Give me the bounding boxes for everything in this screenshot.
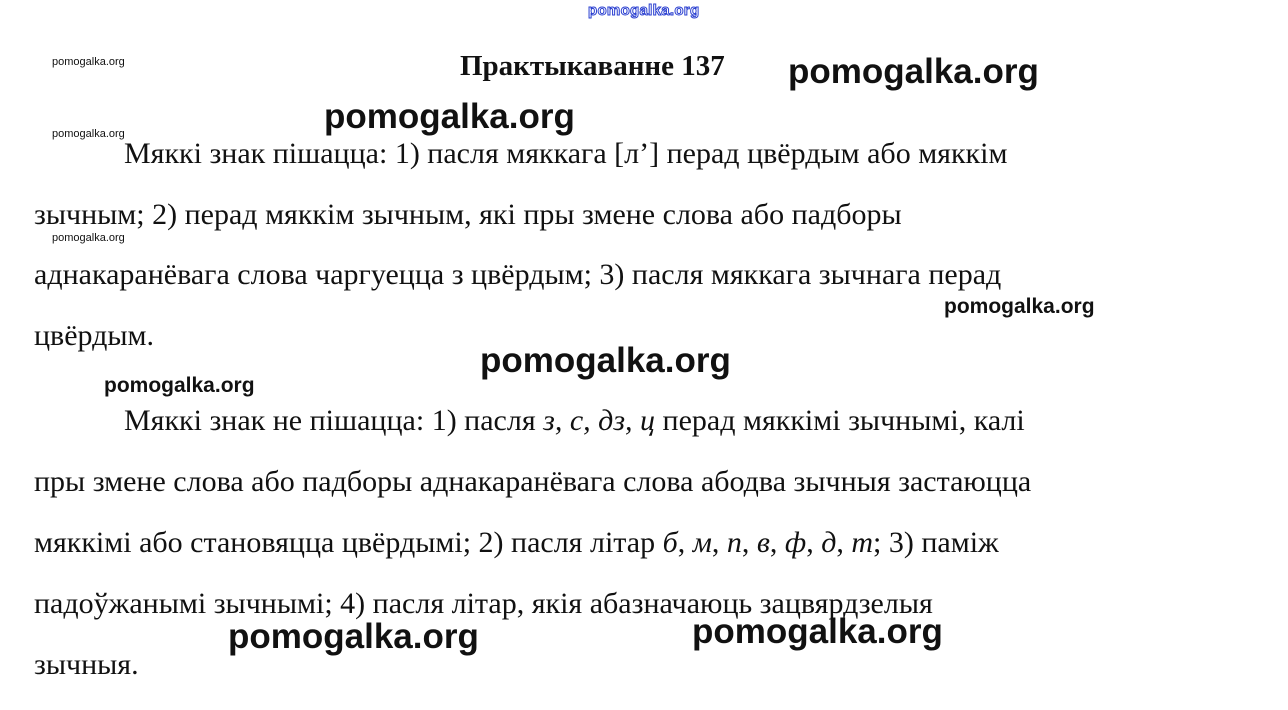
paragraph2-line5: зычныя. xyxy=(34,648,139,681)
watermark-medium-2: pomogalka.org xyxy=(104,374,255,397)
p2-line3-sep: , xyxy=(769,526,785,559)
paragraph2-line1 xyxy=(124,404,1025,438)
p2-line1-italic: з, с, дз, ц xyxy=(543,404,656,437)
watermark-small-2: pomogalka.org xyxy=(52,128,125,140)
watermark-large-3: pomogalka.org xyxy=(480,341,731,380)
watermark-large-1: pomogalka.org xyxy=(788,52,1039,91)
paragraph2-line4: падоўжанымі зычнымі; 4) пасля літар, якія абазначаюць зацвярдзелыя xyxy=(34,587,933,620)
watermark-medium-1: pomogalka.org xyxy=(944,295,1095,318)
p2-line1-after: перад мяккімі зычнымі, калі xyxy=(655,404,1025,437)
watermark-small-3: pomogalka.org xyxy=(52,232,125,244)
p2-line3-sep: , xyxy=(836,526,852,559)
paragraph2-line2: пры змене слова або падборы аднакаранёвага слова абодва зычныя застаюцца xyxy=(34,465,1032,498)
paragraph2-line3 xyxy=(34,526,999,560)
p2-line3-sep: , xyxy=(677,526,693,559)
page-title: Практыкаванне 137 xyxy=(460,50,725,82)
p2-line3-letter-p: п xyxy=(726,526,742,559)
p2-line3-letter-f: ф xyxy=(784,526,807,559)
p2-line3-sep: , xyxy=(741,526,757,559)
p2-line3-letter-v: в xyxy=(756,526,770,559)
p2-line3-after: ; 3) паміж xyxy=(873,526,999,559)
watermark-large-5: pomogalka.org xyxy=(228,617,479,656)
p2-line1-before: Мяккі знак не пішацца: 1) пасля xyxy=(124,404,544,437)
watermark-large-4: pomogalka.org xyxy=(692,612,943,651)
p2-line3-letter-b: б xyxy=(662,526,678,559)
paragraph1-line1: Мяккі знак пішацца: 1) пасля мяккага [л’] перад цвёрдым або мяккім xyxy=(124,137,1008,170)
p2-line3-letter-d: д xyxy=(821,526,837,559)
watermark-small-1: pomogalka.org xyxy=(52,56,125,68)
paragraph1-line2: зычным; 2) перад мяккім зычным, які пры змене слова або падборы xyxy=(34,198,902,231)
p2-line3-sep: , xyxy=(711,526,727,559)
p2-line3-letter-m: м xyxy=(692,526,712,559)
watermark-top: pomogalka.org xyxy=(588,2,700,19)
p2-line3-letter-t: т xyxy=(851,526,874,559)
p2-line3-sep: , xyxy=(806,526,822,559)
p2-line3-before: мяккімі або становяцца цвёрдымі; 2) пасля літар xyxy=(34,526,663,559)
watermark-large-2: pomogalka.org xyxy=(324,97,575,136)
paragraph1-line3: аднакаранёвага слова чаргуецца з цвёрдым; 3) пасля мяккага зычнага перад xyxy=(34,258,1002,291)
paragraph1-line4: цвёрдым. xyxy=(34,319,155,352)
